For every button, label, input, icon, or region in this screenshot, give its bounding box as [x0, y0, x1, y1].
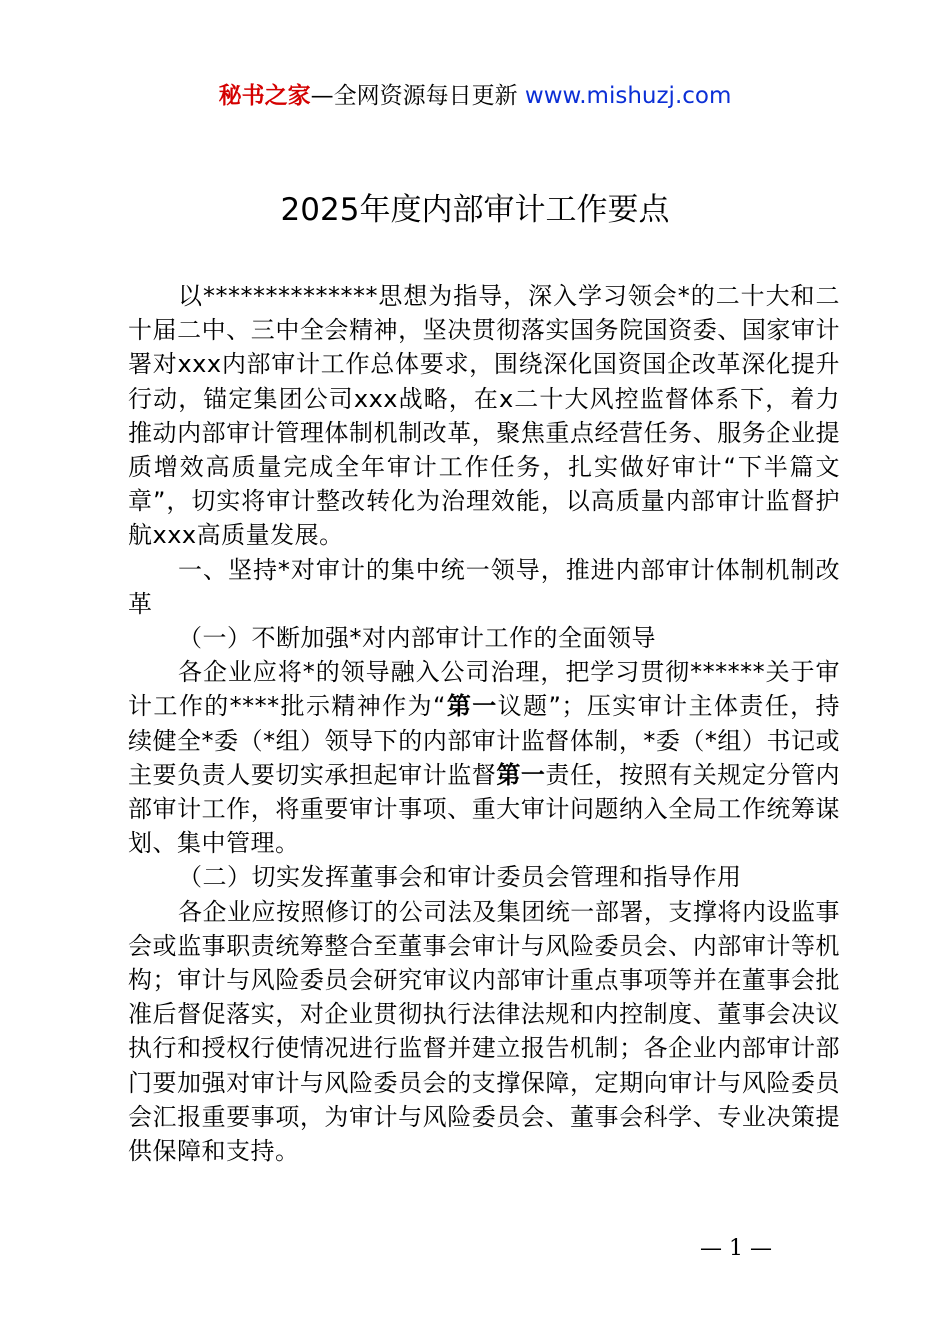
section-heading-1: 一、坚持*对审计的集中统一领导，推进内部审计体制机制改革: [128, 555, 840, 618]
document-title: 2025年度内部审计工作要点: [280, 192, 670, 228]
site-header: [0, 80, 950, 112]
paragraph-board: 各企业应按照修订的公司法及集团统一部署，支撑将内设监事会或监事职责统筹整合至董事会审计与风险委员会、内部审计等机构；审计与风险委员会研究审议内部审计重点事项等并在董事会批准后督促落实，对企业贯彻执行法律法规和内控制度、董事会决议执行和授权行使情况进行监督并建立报告机制；各企业内部审计部门要加强对审计与风险委员会的支撑保障，定期向审计与风险委员会汇报重要事项，为审计与风险委员会、董事会科学、专业决策提供保障和支持。: [128, 897, 840, 1166]
subsection-heading-1-2: （二）切实发挥董事会和审计委员会管理和指导作用: [178, 863, 742, 892]
brand-name: 秘书之家: [218, 83, 311, 109]
header-tagline: —全网资源每日更新: [310, 83, 525, 109]
page-number: — 1 —: [700, 1236, 772, 1261]
paragraph-leadership-bold-1: 第一: [445, 692, 498, 721]
intro-paragraph: 以**************思想为指导，深入学习领会*的二十大和二十届二中、三中全会精神，坚决贯彻落实国务院国资委、国家审计署对xxx内部审计工作总体要求，围绕深化国资国企改革深化提升行动，锚定集团公司xxx战略，在x二十大风控监督体系下，着力推动内部审计管理体制机制改革，聚焦重点经营任务、服务企业提质增效高质量完成全年审计工作任务，扎实做好审计“下半篇文章”，切实将审计整改转化为治理效能，以高质量内部审计监督护航xxx高质量发展。: [128, 282, 840, 550]
paragraph-leadership: [128, 655, 840, 860]
paragraph-leadership-part-c: 议题”；压实审计主体责任，持续健全*委（*组）领导下的内部审计监督体制，*委（*组）书记或主要负责人要切实承担起审计监督: [128, 692, 841, 789]
header-url-link[interactable]: www.mishuzj.com: [524, 83, 732, 109]
document-body: [128, 279, 840, 1168]
subsection-heading-1-1: （一）不断加强*对内部审计工作的全面领导: [178, 624, 656, 653]
paragraph-leadership-part-a: 各企业应将*的领导融入公司治理，把学习贯彻******关于审计工作的****批示精神作为“: [128, 658, 840, 721]
paragraph-leadership-part-d: 责任，按照有关规定分管内部审计工作，将重要审计事项、重大审计问题纳入全局工作统筹谋划、集中管理。: [128, 760, 841, 858]
paragraph-leadership-bold-2: 第一: [496, 760, 546, 789]
